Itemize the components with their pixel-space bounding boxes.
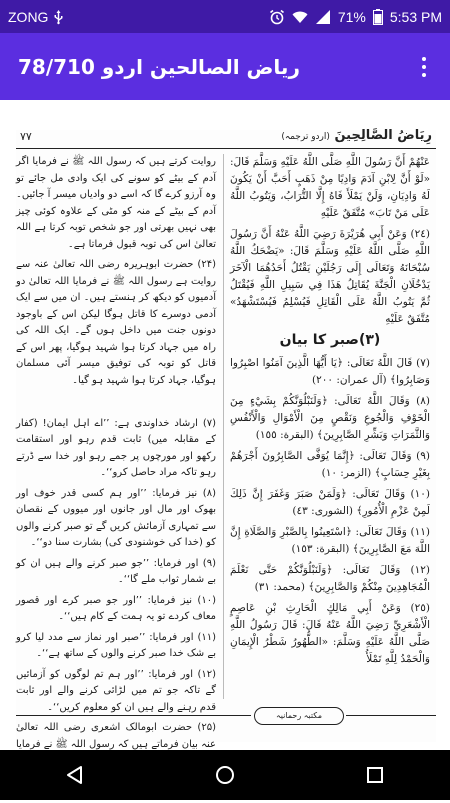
arabic-paragraph: (١١) وَقَالَ تَعَالَى: ﴿اسْتَعِينُوا بِالصَّبْرِ وَالصَّلَاةِ إِنَّ اللَّهَ مَعَ الصَّابِرِينَ﴾ (البقرة: ١٥٣)	[230, 526, 430, 555]
arabic-paragraph: (١٢) وَقَالَ تَعَالَى: ﴿وَلَنَبْلُوَنَّكُمْ حَتَّى نَعْلَمَ الْمُجَاهِدِينَ مِنْكُمْ وَالصَّابِرِينَ﴾ (محمد: ٣١)	[230, 564, 430, 593]
battery-icon	[373, 9, 383, 25]
back-button[interactable]	[45, 750, 105, 800]
urdu-paragraph: (۷) ارشاد خداوندی ہے: ’’اے اہل ایمان! (کفار کے مقابلہ میں) ثابت قدم رہو اور استقامت رکھو اور مورچوں پر جمے رہو اور خدا سے ڈرتے رہو تاکہ مراد حاصل کرو‘‘۔	[16, 417, 216, 478]
arabic-paragraph: (١٠) وَقَالَ تَعَالَى: ﴿وَلَمَنْ صَبَرَ وَغَفَرَ إِنَّ ذَلِكَ لَمِنْ عَزْمِ الْأُمُورِ﴾ (الشورى: ٤٣)	[230, 488, 430, 517]
urdu-paragraph: (۱۲) اور فرمایا: ’’اور ہم تم لوگوں کو آزمائیں گے تاکہ جو تم میں لڑائی کرنے والے اور ثابت قدم رہنے والے ہیں ان کو معلوم کریں‘‘۔	[16, 668, 216, 713]
alarm-clock-icon	[269, 9, 285, 25]
page-viewer[interactable]	[0, 100, 450, 750]
wifi-icon	[292, 9, 308, 25]
page-number: ٧٧	[20, 130, 32, 143]
usb-icon	[54, 10, 63, 24]
footer-rule	[346, 715, 436, 716]
urdu-paragraph: (۲۵) حضرت ابومالک اشعری رضی اللہ تعالیٰ عنہ بیان فرماتے ہیں کہ رسول اللہ ﷺ نے فرمایا	[16, 722, 216, 750]
urdu-paragraph: (۹) اور فرمایا: ’’جو صبر کرنے والے ہیں ان کو بے شمار ثواب ملے گا‘‘۔	[16, 557, 216, 585]
clock-time: 5:53 PM	[389, 8, 442, 25]
status-bar	[0, 0, 450, 33]
navigation-bar	[0, 750, 450, 800]
urdu-paragraph: روایت کرتے ہیں کہ رسول اللہ ﷺ نے فرمایا اگر آدم کے بیٹے کو سونے کی ایک وادی مل جائے تو وہ آرزو کرے گا کہ اسے دو وادیاں میسر آ جائیں۔ آدم کے بیٹے کے منہ کو مٹی کے علاوہ کوئی چیز بھی نہیں بھرتی اور جو شخص توبہ کرتا ہے اللہ تعالیٰ اس کی توبہ قبول فرماتا ہے۔	[16, 156, 216, 250]
app-bar	[0, 33, 450, 100]
arabic-paragraph: (٧) قَالَ اللَّهُ تَعَالَى: ﴿يَا أَيُّهَا الَّذِينَ آمَنُوا اصْبِرُوا وَصَابِرُوا﴾ (آل عمران: ٢٠٠)	[230, 357, 430, 386]
arabic-paragraph: (٨) وَقَالَ اللَّهُ تَعَالَى: ﴿وَلَنَبْلُوَنَّكُمْ بِشَيْءٍ مِنَ الْخَوْفِ وَالْجُوعِ وَنَقْصٍ مِنَ الْأَمْوَالِ وَالْأَنْفُسِ وَالثَّمَرَاتِ وَبَشِّرِ الصَّابِرِينَ﴾ (البقرة: ١٥٥)	[230, 395, 430, 441]
book-page	[16, 128, 436, 750]
recents-square-icon	[365, 765, 385, 785]
urdu-paragraph: (۸) نیز فرمایا: ’’اور ہم کسی قدر خوف اور بھوک اور مال اور جانوں اور میووں کے نقصان سے تمہاری آزمائش کریں گے تو صبر کرنے والوں کو (خدا کی خوشنودی کی) بشارت سنا دو‘‘۔	[16, 487, 216, 548]
footer-rule	[16, 715, 251, 716]
publisher-ornament: مکتبہ رحمانیہ	[254, 707, 344, 725]
book-title: رِيَاضُ الصَّالِحِينَ (اردو ترجمہ)	[281, 128, 432, 143]
status-right	[269, 9, 442, 25]
arabic-paragraph: عَنْهُمْ أَنَّ رَسُولَ اللَّهِ صَلَّى اللَّهُ عَلَيْهِ وَسَلَّمَ قَالَ: «لَوْ أَنَّ لِابْنِ آدَمَ وَادِيًا مِنْ ذَهَبٍ أَحَبَّ أَنْ يَكُونَ لَهُ وَادِيَانِ، وَلَنْ يَمْلَأَ فَاهُ إِلَّا التُّرَابُ، وَيَتُوبُ اللَّهُ عَلَى مَنْ تَابَ» مُتَّفَقٌ عَلَيْهِ	[230, 156, 430, 219]
urdu-paragraph: (۲۴) حضرت ابوہریرہ رضی اللہ تعالیٰ عنہ سے روایت ہے رسول اللہ ﷺ نے فرمایا اللہ تعالیٰ دو آدمیوں کو دیکھ کر ہنستے ہیں۔ ان میں سے ایک آدمی دوسرے کا قاتل ہوگا لیکن اس کے باوجود دونوں جنت میں داخل ہوں گے۔ ایک اللہ کی راہ میں جہاد کرتا ہوا شہید ہوگیا، پھر اس کے قاتل کو توبہ کی توفیق میسر آئی مسلمان ہوگیا، جہاد کرتا ہوا شہید ہو گیا۔	[16, 259, 216, 386]
status-left	[8, 9, 63, 25]
urdu-paragraph: (۱۱) اور فرمایا: ’’صبر اور نماز سے مدد لیا کرو بے شک خدا صبر کرنے والوں کے ساتھ ہے‘‘۔	[16, 631, 216, 659]
page-footer	[16, 705, 436, 729]
column-divider	[223, 154, 224, 699]
carrier-name: ZONG	[8, 8, 49, 25]
page-header	[16, 130, 436, 149]
urdu-paragraph: (۱۰) نیز فرمایا: ’’اور جو صبر کرے اور قصور معاف کردے تو یہ ہمت کے کام ہیں‘‘۔	[16, 594, 216, 622]
arabic-paragraph: (٢٥) وَعَنْ أَبِي مَالِكٍ الْحَارِثِ بْنِ عَاصِمٍ الْأَشْعَرِيِّ رَضِيَ اللَّهُ عَنْهُ قَالَ: قَالَ رَسُولُ اللَّهِ صَلَّى اللَّهُ عَلَيْهِ وَسَلَّمَ: «الطُّهُورُ شَطْرُ الْإِيمَانِ وَالْحَمْدُ لِلَّهِ تَمْلَأُ	[230, 602, 430, 665]
signal-icon	[315, 9, 331, 25]
arabic-column	[230, 154, 430, 699]
back-triangle-icon	[65, 765, 85, 785]
battery-percent: 71%	[337, 8, 366, 25]
home-circle-icon	[215, 765, 235, 785]
section-heading: (۳)صبر کا بیان	[279, 332, 381, 348]
recents-button[interactable]	[345, 750, 405, 800]
arabic-paragraph: (٢٤) وَعَنْ أَبِي هُرَيْرَةَ رَضِيَ اللَّهُ عَنْهُ أَنَّ رَسُولَ اللَّهِ صَلَّى اللَّهُ عَلَيْهِ وَسَلَّمَ قَالَ: «يَضْحَكُ اللَّهُ سُبْحَانَهُ وَتَعَالَى إِلَى رَجُلَيْنِ يَقْتُلُ أَحَدُهُمَا الْآخَرَ يَدْخُلَانِ الْجَنَّةَ يُقَاتِلُ هَذَا فِي سَبِيلِ اللَّهِ فَيُقْتَلُ ثُمَّ يَتُوبُ اللَّهُ عَلَى الْقَاتِلِ فَيُسْلِمُ فَيُسْتَشْهَدُ» مُتَّفَقٌ عَلَيْهِ	[230, 228, 430, 325]
app-title: 78/710 رياض الصالحين اردو	[18, 54, 300, 79]
arabic-paragraph: (٩) وَقَالَ تَعَالَى: ﴿إِنَّمَا يُوَفَّى الصَّابِرُونَ أَجْرَهُمْ بِغَيْرِ حِسَابٍ﴾ (الزمر: ١٠)	[230, 450, 430, 479]
home-button[interactable]	[195, 750, 255, 800]
overflow-menu-icon[interactable]	[412, 52, 436, 82]
urdu-column	[16, 154, 216, 750]
